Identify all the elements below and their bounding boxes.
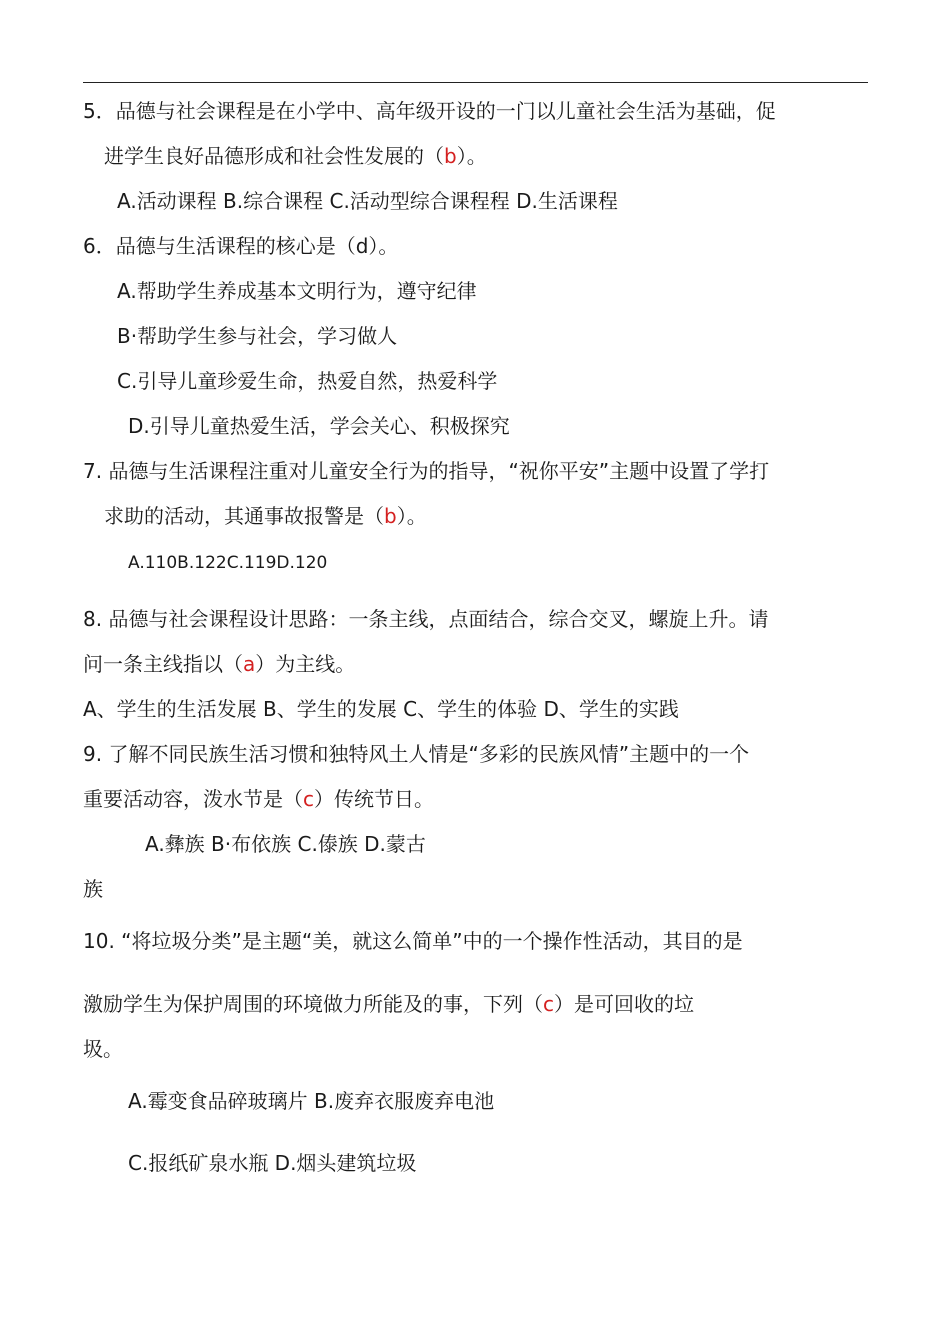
- q6-option-b: B·帮助学生参与社会，学习做人: [117, 324, 398, 348]
- q10-line-1: 10. “将垃圾分类”是主题“美，就这么简单”中的一个操作性活动，其目的是: [83, 929, 743, 953]
- q5-line-1: 5．品德与社会课程是在小学中、高年级开设的一门以儿童社会生活为基础，促: [83, 99, 776, 123]
- q6-option-c: C.引导儿童珍爱生命，热爱自然，热爱科学: [117, 369, 498, 393]
- q5-stem-end: ）。: [456, 144, 487, 168]
- q8-answer: a: [243, 652, 256, 676]
- q5-line-2: [104, 142, 487, 170]
- q8-stem-text: 问一条主线指以（: [83, 652, 243, 676]
- q9-options: A.彝族 B·布依族 C.傣族 D.蒙古: [145, 832, 426, 856]
- q8-options: A、学生的生活发展 B、学生的发展 C、学生的体验 D、学生的实践: [83, 697, 679, 721]
- q5-answer: b: [444, 144, 457, 168]
- q10-options-cd: C.报纸矿泉水瓶 D.烟头建筑垃圾: [128, 1151, 417, 1175]
- q10-options-ab: A.霉变食品碎玻璃片 B.废弃衣服废弃电池: [128, 1089, 495, 1113]
- q10-line-3: 圾。: [83, 1037, 123, 1061]
- q9-line-1: 9. 了解不同民族生活习惯和独特风土人情是“多彩的民族风情”主题中的一个: [83, 742, 750, 766]
- q10-stem-end: ）是可回收的垃: [554, 992, 694, 1016]
- q7-options: A.110B.122C.119D.120: [128, 553, 328, 573]
- q8-line-2: [83, 650, 355, 678]
- q8-stem-end: ）为主线。: [255, 652, 356, 676]
- q8-line-1: 8. 品德与社会课程设计思路：一条主线，点面结合，综合交叉，螺旋上升。请: [83, 607, 769, 631]
- header-rule: [83, 82, 868, 83]
- q10-answer: c: [543, 992, 554, 1016]
- q9-answer: c: [303, 787, 314, 811]
- q9-stem-end: ）传统节日。: [314, 787, 434, 811]
- q6-option-d: D.引导儿童热爱生活，学会关心、积极探究: [128, 414, 510, 438]
- q9-line-2: [83, 785, 434, 813]
- q7-answer: b: [384, 504, 397, 528]
- q7-stem-text: 求助的活动，其通事故报警是（: [104, 504, 384, 528]
- q7-line-2: [104, 502, 427, 530]
- q5-options: A.活动课程 B.综合课程 C.活动型综合课程程 D.生活课程: [117, 189, 618, 213]
- q6-option-a: A.帮助学生养成基本文明行为，遵守纪律: [117, 279, 477, 303]
- q10-line-2: [83, 990, 694, 1018]
- q6-line-1: 6．品德与生活课程的核心是（d）。: [83, 234, 399, 258]
- q9-options-continued: 族: [83, 877, 103, 901]
- q9-stem-text: 重要活动容，泼水节是（: [83, 787, 303, 811]
- q7-stem-end: ）。: [396, 504, 427, 528]
- q5-stem-text: 进学生良好品德形成和社会性发展的（: [104, 144, 444, 168]
- q7-line-1: 7. 品德与生活课程注重对儿童安全行为的指导，“祝你平安”主题中设置了学打: [83, 459, 770, 483]
- q10-stem-text: 激励学生为保护周围的环境做力所能及的事，下列（: [83, 992, 543, 1016]
